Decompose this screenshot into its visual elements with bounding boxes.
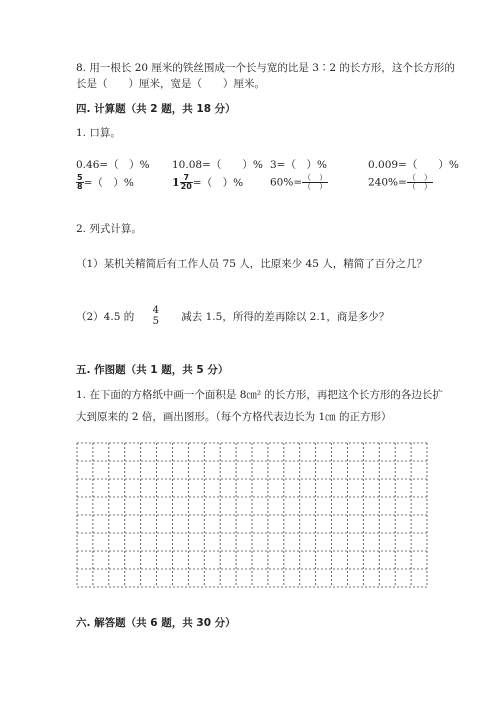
section4-q2-1: （1）某机关精简后有工作人员 75 人，比原来少 45 人，精简了百分之几？ [76,258,428,270]
answer-blank-text: =（ ）% [192,177,244,189]
grid-paper-svg [76,442,428,588]
oral-calc-8 [368,174,433,191]
q8-line1: 8. 用一根长 20 厘米的铁丝围成一个长与宽的比是 3∶2 的长方形，这个长方形的 [76,62,455,74]
fraction-denominator: （ ） [303,182,328,191]
oral-calc-4: 0.009=（ ）% [368,159,459,171]
section6-title: 六. 解答题（共 6 题，共 30 分） [76,617,236,629]
q8-line2: 长是（ ）厘米，宽是（ ）厘米。 [76,78,265,90]
oral-calc-2: 10.08=（ ）% [172,159,263,171]
fraction-numerator: （ ） [407,173,432,182]
mixed-integer: 1 [172,176,180,189]
oral-calc-3: 3=（ ）% [270,159,327,171]
section5-q1-line1: 1. 在下面的方格纸中画一个面积是 8㎝² 的长方形，再把这个长方形的各边长扩 [76,389,443,401]
q2-2-suffix: 减去 1.5，所得的差再除以 2.1，商是多少？ [181,311,390,323]
fraction-4-5 [152,306,160,327]
section5-title: 五. 作图题（共 1 题，共 5 分） [76,364,229,376]
fraction-7-20 [180,174,193,191]
fraction-numerator: 7 [180,174,193,183]
fraction-5-8 [76,174,84,191]
oral-calc-5 [76,174,134,191]
fraction-denominator: 5 [152,316,159,327]
percent-expression: 60%= [270,176,303,189]
blank-fraction [302,174,328,191]
percent-expression: 240%= [368,176,407,189]
oral-calc-6 [172,174,243,191]
section4-q1-title: 1. 口算。 [76,127,121,139]
fraction-denominator: （ ） [407,182,432,191]
section4-title: 四. 计算题（共 2 题，共 18 分） [76,103,236,115]
grid-paper [76,442,428,591]
oral-calc-1: 0.46=（ ）% [76,159,150,171]
fraction-denominator: 20 [180,182,192,191]
q2-2-prefix: （2）4.5 的 [76,311,135,323]
section4-q2-title: 2. 列式计算。 [76,223,142,235]
fraction-numerator: 5 [77,173,83,182]
fraction-numerator: （ ） [303,173,328,182]
section4-q2-2 [76,306,389,327]
fraction-numerator: 4 [152,305,159,316]
oral-calc-7 [270,174,328,191]
blank-fraction [407,174,433,191]
answer-blank-text: =（ ）% [83,177,134,189]
section5-q1-line2: 大到原来的 2 倍，画出图形。（每个方格代表边长为 1㎝ 的正方形） [76,411,392,423]
fraction-denominator: 8 [77,182,83,191]
